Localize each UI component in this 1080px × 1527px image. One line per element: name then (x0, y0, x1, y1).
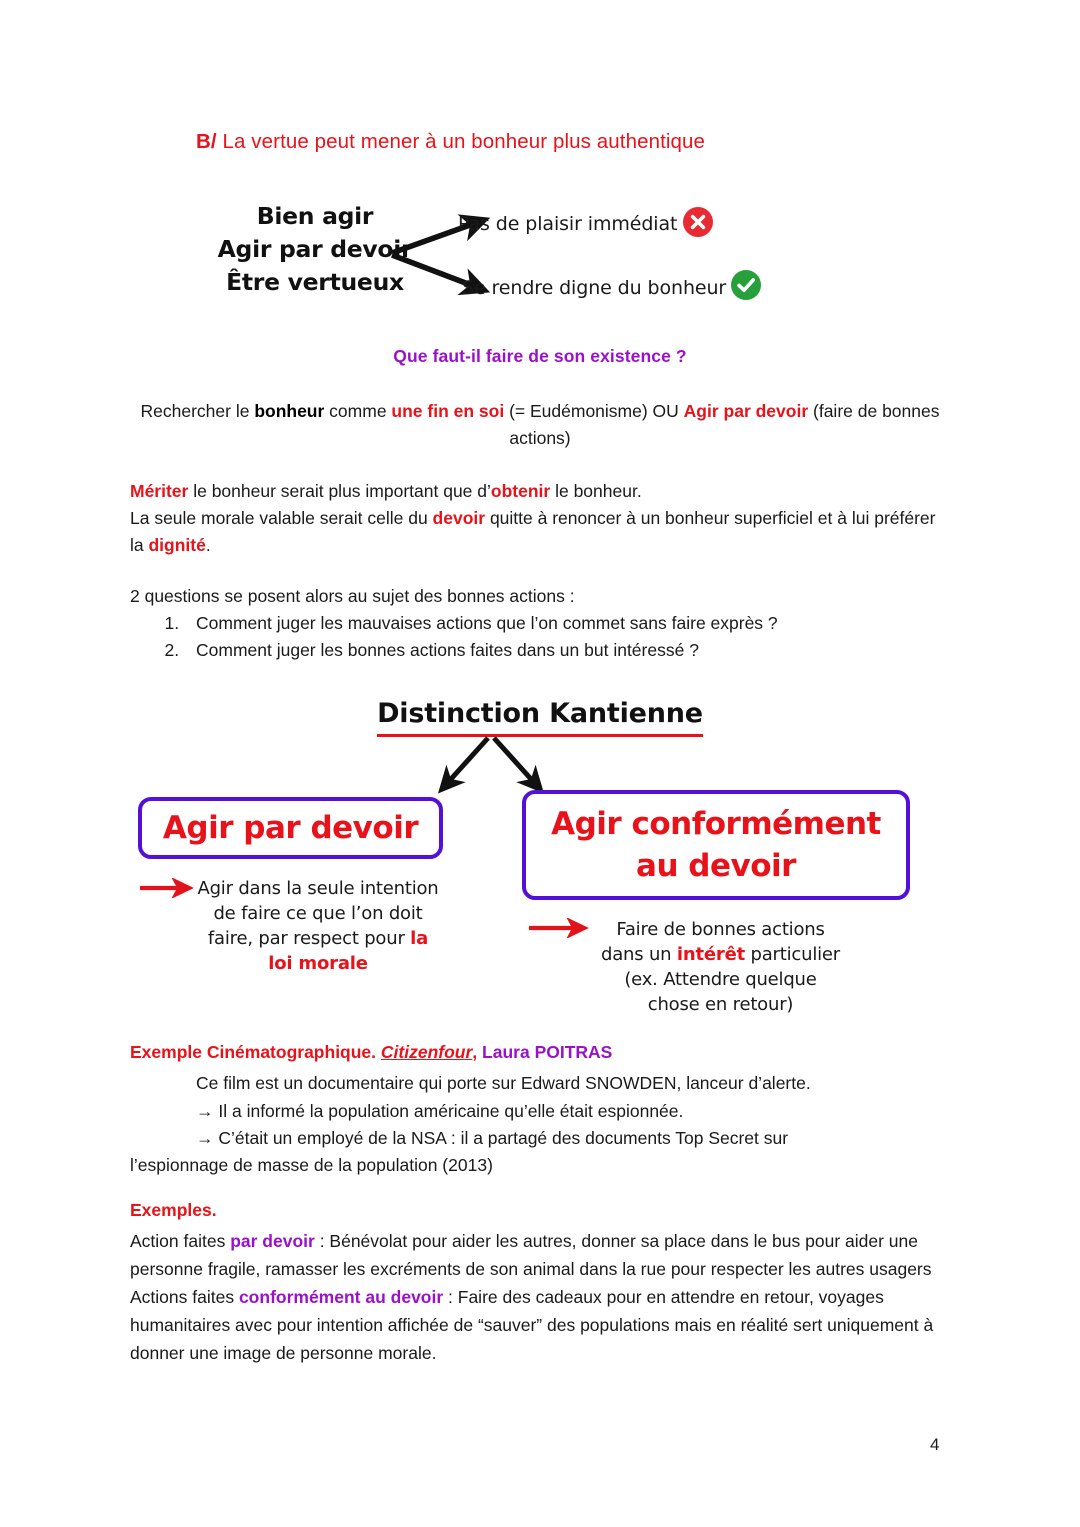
text-fin-en-soi: une fin en soi (391, 401, 505, 421)
central-question: Que faut-il faire de son existence ? (393, 346, 687, 366)
kant-distinction-title (0, 698, 1080, 737)
text-obtenir: obtenir (490, 481, 551, 501)
text-bonheur: bonheur (254, 401, 325, 421)
example-cinema-comma: , (472, 1042, 478, 1062)
paragraph-meriter (130, 478, 950, 559)
box-agir-conformement (522, 790, 910, 900)
cross-icon (683, 207, 713, 237)
example-cinema-heading (130, 1042, 612, 1063)
virtue-schema-diagram (130, 196, 950, 314)
questions-list (130, 610, 1004, 664)
section-letter: B/ (196, 130, 217, 153)
desc-agir-par-devoir (193, 876, 443, 976)
example-conformement-p2: : Faire des cadeaux pour en attendre en retour, voyages humanitaires avec pour intention affichée de “sauver” des populations mais en réalité sert uniquement à donner une image de personne morale. (130, 1287, 934, 1363)
example-conformement-p1: Actions faites (130, 1287, 239, 1307)
text-seek: Rechercher le (140, 401, 255, 421)
outcome-worthy-happiness: Se rendre digne du bonheur (462, 277, 727, 299)
text-bonnes-actions: (faire de bonnes actions) (509, 401, 940, 448)
section-heading-text: La vertue peut mener à un bonheur plus authentique (216, 130, 706, 153)
page-number: 4 (930, 1435, 940, 1454)
example-cinema-body (196, 1070, 948, 1153)
virtue-line-2: Agir par devoir (217, 235, 413, 263)
questions-intro: 2 questions se posent alors au sujet des bonnes actions : (130, 586, 575, 606)
text-agir-par-devoir: Agir par devoir (683, 401, 809, 421)
kant-title-text: Distinction Kantienne (377, 698, 703, 737)
outcome-no-pleasure: Pas de plaisir immédiat (458, 213, 678, 235)
desc-right-text1: Faire de bonnes actions dans un (600, 919, 825, 965)
check-icon (731, 270, 761, 300)
example-cinema-line3: → C’était un employé de la NSA : il a partagé des documents Top Secret sur (196, 1128, 789, 1148)
film-title: Citizenfour (380, 1042, 473, 1062)
example-par-devoir-p1: Action faites (130, 1231, 231, 1251)
desc-left-highlight: la loi morale (268, 928, 429, 974)
text-eudemonisme: (= Eudémonisme) OU (504, 401, 684, 421)
virtue-line-1: Bien agir (256, 202, 374, 230)
desc-right-text2: particulier (ex. Attendre quelque chose en retour) (624, 944, 841, 1015)
text-devoir: devoir (432, 508, 486, 528)
red-arrow-left-icon (138, 878, 200, 898)
example-cinema-line4: l’espionnage de masse de la population (2013) (130, 1155, 493, 1175)
text-meriter-end: le bonheur. (550, 481, 642, 501)
desc-right-highlight: intérêt (676, 944, 745, 965)
text-meriter-mid: le bonheur serait plus important que d’ (188, 481, 491, 501)
film-director: Laura POITRAS (482, 1042, 613, 1062)
virtue-line-3: Être vertueux (226, 268, 404, 296)
examples-heading: Exemples. (130, 1200, 217, 1220)
example-cinema-label: Exemple Cinématographique. (130, 1042, 377, 1062)
text-morale-mid: quitte à renoncer à un bonheur superficiel et à lui préférer la (130, 508, 936, 555)
example-conformement-highlight: conformément au devoir (238, 1287, 444, 1307)
box-right-line1: Agir conformément (551, 806, 881, 842)
desc-agir-conformement (598, 917, 843, 1017)
text-comme: comme (324, 401, 392, 421)
red-arrow-right-icon (527, 918, 595, 938)
example-conformement (130, 1283, 948, 1367)
example-par-devoir (130, 1227, 948, 1283)
section-heading (196, 130, 705, 154)
example-par-devoir-p2: : Bénévolat pour aider les autres, donner sa place dans le bus pour aider une personne fragile, ramasser les excréments de son animal dans la rue pour respecter les autres usagers (130, 1231, 932, 1279)
text-dignite: dignité (148, 535, 206, 555)
list-item: 2. Comment juger les bonnes actions faites dans un but intéressé ? (184, 637, 1004, 664)
box-agir-par-devoir: Agir par devoir (138, 797, 443, 859)
box-right-line2: au devoir (636, 848, 796, 884)
paragraph-eudemonisme (132, 398, 948, 452)
text-morale-end: . (205, 535, 211, 555)
text-meriter: Mériter (130, 481, 189, 501)
example-cinema-line1: Ce film est un documentaire qui porte sur Edward SNOWDEN, lanceur d’alerte. (196, 1073, 811, 1093)
example-par-devoir-highlight: par devoir (230, 1231, 315, 1251)
examples-body (130, 1227, 948, 1367)
text-morale-start: La seule morale valable serait celle du (130, 508, 433, 528)
example-cinema-line2: → Il a informé la population américaine qu’elle était espionnée. (196, 1100, 684, 1121)
list-item: 1. Comment juger les mauvaises actions que l’on commet sans faire exprès ? (184, 610, 1004, 637)
desc-left-text: Agir dans la seule intention de faire ce que l’on doit faire, par respect pour (197, 878, 439, 949)
